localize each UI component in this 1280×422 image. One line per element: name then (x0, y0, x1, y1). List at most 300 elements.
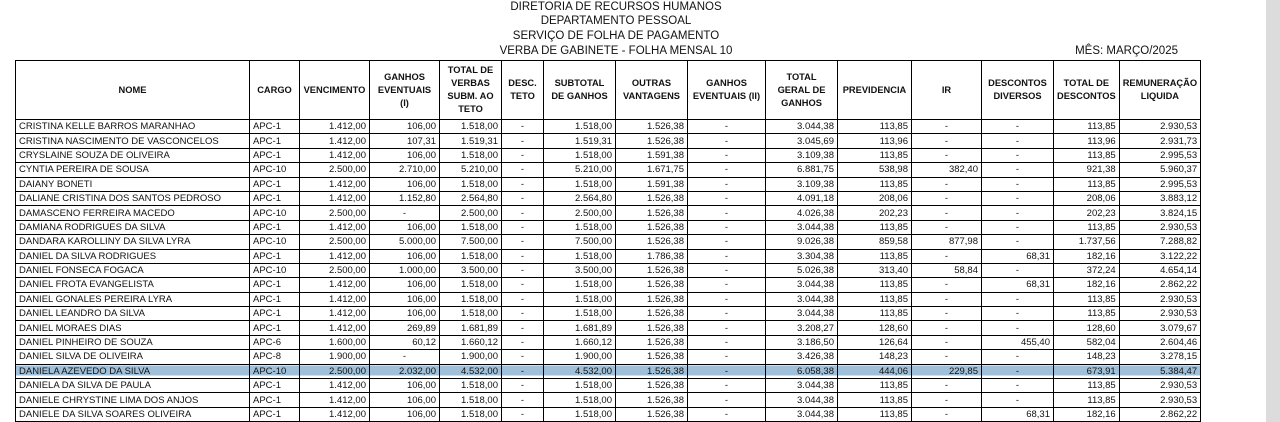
value-cell: 1.526,38 (616, 134, 688, 148)
value-cell: 1.526,38 (616, 379, 688, 393)
cargo-cell: APC-10 (250, 263, 300, 277)
value-cell: 3.044,38 (766, 307, 838, 321)
value-cell: 1.412,00 (300, 134, 370, 148)
value-cell: - (502, 235, 544, 249)
value-cell: - (688, 379, 766, 393)
value-cell: - (912, 134, 982, 148)
value-cell: 4.532,00 (544, 364, 616, 378)
cargo-cell: APC-1 (250, 177, 300, 191)
value-cell: 229,85 (912, 364, 982, 378)
value-cell: 113,85 (838, 379, 912, 393)
value-cell: - (982, 148, 1054, 162)
value-cell: - (502, 249, 544, 263)
cargo-cell: APC-1 (250, 249, 300, 263)
value-cell: - (688, 393, 766, 407)
value-cell: - (912, 177, 982, 191)
value-cell: 2.500,00 (544, 206, 616, 220)
value-cell: 113,85 (838, 120, 912, 134)
value-cell: 1.518,00 (440, 292, 502, 306)
table-row (16, 148, 1201, 162)
value-cell: - (688, 134, 766, 148)
value-cell: - (912, 335, 982, 349)
value-cell: 1.518,00 (544, 278, 616, 292)
value-cell: 2.500,00 (300, 163, 370, 177)
value-cell: 1.518,00 (440, 220, 502, 234)
cargo-cell: APC-1 (250, 307, 300, 321)
value-cell: 3.044,38 (766, 292, 838, 306)
value-cell: - (502, 191, 544, 205)
value-cell: - (688, 335, 766, 349)
value-cell: - (912, 249, 982, 263)
column-header: TOTAL DE DESCONTOS (1054, 61, 1120, 120)
value-cell: 1.518,00 (544, 307, 616, 321)
value-cell: 1.518,00 (544, 249, 616, 263)
value-cell: - (912, 191, 982, 205)
table-row (16, 407, 1201, 421)
value-cell: 2.500,00 (300, 235, 370, 249)
value-cell: 208,06 (838, 191, 912, 205)
value-cell: 113,85 (1054, 379, 1120, 393)
value-cell: 2.564,80 (544, 191, 616, 205)
value-cell: 2.564,80 (440, 191, 502, 205)
value-cell: 1.660,12 (440, 335, 502, 349)
value-cell: 3.824,15 (1119, 206, 1200, 220)
value-cell: 113,85 (838, 307, 912, 321)
cargo-cell: APC-1 (250, 134, 300, 148)
table-row (16, 120, 1201, 134)
cargo-cell: APC-10 (250, 163, 300, 177)
value-cell: 4.026,38 (766, 206, 838, 220)
value-cell: 1.591,38 (616, 148, 688, 162)
cargo-cell: APC-1 (250, 379, 300, 393)
value-cell: - (502, 220, 544, 234)
value-cell: 1.526,38 (616, 292, 688, 306)
employee-name-cell: DANIEL MORAES DIAS (16, 321, 250, 335)
value-cell: 126,64 (838, 335, 912, 349)
value-cell: - (912, 278, 982, 292)
value-cell: - (502, 163, 544, 177)
value-cell: 1.900,00 (544, 350, 616, 364)
value-cell: - (688, 263, 766, 277)
value-cell: 2.995,53 (1119, 177, 1200, 191)
column-header: VENCIMENTO (300, 61, 370, 120)
cargo-cell: APC-10 (250, 206, 300, 220)
value-cell: 1.518,00 (544, 407, 616, 421)
value-cell: 1.000,00 (370, 263, 440, 277)
value-cell: 5.384,47 (1119, 364, 1200, 378)
value-cell: 1.526,38 (616, 407, 688, 421)
value-cell: 106,00 (370, 177, 440, 191)
value-cell: 444,06 (838, 364, 912, 378)
value-cell: 106,00 (370, 278, 440, 292)
value-cell: 68,31 (982, 407, 1054, 421)
column-header: GANHOS EVENTUAIS (II) (688, 61, 766, 120)
value-cell: 1.518,00 (440, 278, 502, 292)
value-cell: - (688, 177, 766, 191)
value-cell: 3.500,00 (440, 263, 502, 277)
value-cell: - (912, 120, 982, 134)
value-cell: 1.526,38 (616, 321, 688, 335)
value-cell: 208,06 (1054, 191, 1120, 205)
value-cell: - (502, 379, 544, 393)
value-cell: 106,00 (370, 292, 440, 306)
value-cell: 3.122,22 (1119, 249, 1200, 263)
employee-name-cell: DANIEL FONSECA FOGACA (16, 263, 250, 277)
value-cell: - (982, 321, 1054, 335)
value-cell: 1.412,00 (300, 321, 370, 335)
value-cell: 1.660,12 (544, 335, 616, 349)
value-cell: 1.900,00 (300, 350, 370, 364)
employee-name-cell: DANIEL GONALES PEREIRA LYRA (16, 292, 250, 306)
value-cell: 2.931,73 (1119, 134, 1200, 148)
value-cell: - (912, 307, 982, 321)
table-row (16, 235, 1201, 249)
value-cell: 1.518,00 (544, 292, 616, 306)
header-line-4: VERBA DE GABINETE - FOLHA MENSAL 10 (499, 45, 733, 57)
value-cell: 113,85 (838, 177, 912, 191)
value-cell: 3.044,38 (766, 220, 838, 234)
value-cell: 113,85 (1054, 177, 1120, 191)
table-body (16, 120, 1201, 422)
table-row (16, 163, 1201, 177)
value-cell: 1.412,00 (300, 307, 370, 321)
value-cell: 313,40 (838, 263, 912, 277)
table-row (16, 321, 1201, 335)
column-header: CARGO (250, 61, 300, 120)
employee-name-cell: DANIELE DA SILVA SOARES OLIVEIRA (16, 407, 250, 421)
value-cell: 106,00 (370, 307, 440, 321)
value-cell: 113,85 (838, 220, 912, 234)
cargo-cell: APC-1 (250, 321, 300, 335)
value-cell: 3.186,50 (766, 335, 838, 349)
cargo-cell: APC-1 (250, 278, 300, 292)
value-cell: - (370, 350, 440, 364)
value-cell: 1.518,00 (440, 148, 502, 162)
value-cell: 2.500,00 (300, 206, 370, 220)
value-cell: - (370, 206, 440, 220)
value-cell: - (982, 350, 1054, 364)
value-cell: 2.930,53 (1119, 379, 1200, 393)
value-cell: 1.519,31 (544, 134, 616, 148)
value-cell: 2.995,53 (1119, 148, 1200, 162)
table-row (16, 249, 1201, 263)
value-cell: 3.044,38 (766, 379, 838, 393)
employee-name-cell: DANIEL SILVA DE OLIVEIRA (16, 350, 250, 364)
value-cell: 1.526,38 (616, 191, 688, 205)
value-cell: 182,16 (1054, 278, 1120, 292)
value-cell: 2.500,00 (440, 206, 502, 220)
table-row (16, 335, 1201, 349)
value-cell: - (688, 364, 766, 378)
employee-name-cell: CYNTIA PEREIRA DE SOUSA (16, 163, 250, 177)
employee-name-cell: CRISTINA NASCIMENTO DE VASCONCELOS (16, 134, 250, 148)
value-cell: - (982, 263, 1054, 277)
table-row (16, 379, 1201, 393)
cargo-cell: APC-1 (250, 393, 300, 407)
value-cell: 128,60 (1054, 321, 1120, 335)
value-cell: 1.412,00 (300, 120, 370, 134)
value-cell: - (688, 191, 766, 205)
value-cell: - (982, 206, 1054, 220)
table-row (16, 278, 1201, 292)
table-header-row (16, 61, 1201, 120)
table-row (16, 307, 1201, 321)
viewer-edge (1266, 0, 1280, 422)
value-cell: - (502, 120, 544, 134)
cargo-cell: APC-10 (250, 364, 300, 378)
table-row (16, 206, 1201, 220)
value-cell: - (502, 350, 544, 364)
cargo-cell: APC-1 (250, 292, 300, 306)
value-cell: 113,85 (838, 148, 912, 162)
value-cell: 106,00 (370, 249, 440, 263)
value-cell: 2.862,22 (1119, 407, 1200, 421)
column-header: DESC. TETO (502, 61, 544, 120)
header-line-3: SERVIÇO DE FOLHA DE PAGAMENTO (512, 30, 720, 42)
value-cell: 673,91 (1054, 364, 1120, 378)
value-cell: 1.526,38 (616, 235, 688, 249)
value-cell: 1.152,80 (370, 191, 440, 205)
value-cell: 128,60 (838, 321, 912, 335)
value-cell: 106,00 (370, 379, 440, 393)
value-cell: 7.500,00 (440, 235, 502, 249)
value-cell: 3.045,69 (766, 134, 838, 148)
value-cell: 113,85 (838, 249, 912, 263)
value-cell: - (502, 364, 544, 378)
value-cell: 1.412,00 (300, 379, 370, 393)
value-cell: - (912, 206, 982, 220)
employee-name-cell: DANIEL LEANDRO DA SILVA (16, 307, 250, 321)
value-cell: 3.044,38 (766, 120, 838, 134)
cargo-cell: APC-1 (250, 220, 300, 234)
value-cell: 113,85 (1054, 393, 1120, 407)
value-cell: 113,85 (1054, 307, 1120, 321)
column-header: PREVIDENCIA (838, 61, 912, 120)
value-cell: - (502, 278, 544, 292)
value-cell: - (688, 307, 766, 321)
value-cell: - (912, 350, 982, 364)
value-cell: 1.518,00 (544, 148, 616, 162)
value-cell: - (688, 249, 766, 263)
employee-name-cell: DALIANE CRISTINA DOS SANTOS PEDROSO (16, 191, 250, 205)
employee-name-cell: DANIEL PINHEIRO DE SOUZA (16, 335, 250, 349)
value-cell: 1.591,38 (616, 177, 688, 191)
value-cell: 3.883,12 (1119, 191, 1200, 205)
column-header: GANHOS EVENTUAIS (I) (370, 61, 440, 120)
table-row (16, 292, 1201, 306)
table-row (16, 393, 1201, 407)
value-cell: 1.518,00 (544, 393, 616, 407)
employee-name-cell: CRISTINA KELLE BARROS MARANHAO (16, 120, 250, 134)
value-cell: 1.671,75 (616, 163, 688, 177)
value-cell: - (688, 120, 766, 134)
value-cell: 1.526,38 (616, 206, 688, 220)
value-cell: 113,85 (838, 292, 912, 306)
value-cell: 3.278,15 (1119, 350, 1200, 364)
value-cell: - (688, 220, 766, 234)
value-cell: - (502, 263, 544, 277)
value-cell: - (502, 292, 544, 306)
table-row (16, 364, 1201, 378)
value-cell: 68,31 (982, 278, 1054, 292)
value-cell: 2.032,00 (370, 364, 440, 378)
value-cell: 113,85 (1054, 120, 1120, 134)
value-cell: 148,23 (1054, 350, 1120, 364)
column-header: NOME (16, 61, 250, 120)
value-cell: 1.412,00 (300, 148, 370, 162)
value-cell: 1.786,38 (616, 249, 688, 263)
value-cell: 2.500,00 (300, 364, 370, 378)
value-cell: 4.654,14 (1119, 263, 1200, 277)
value-cell: 3.304,38 (766, 249, 838, 263)
value-cell: 921,38 (1054, 163, 1120, 177)
value-cell: 5.000,00 (370, 235, 440, 249)
value-cell: 202,23 (838, 206, 912, 220)
value-cell: - (502, 407, 544, 421)
column-header: OUTRAS VANTAGENS (616, 61, 688, 120)
value-cell: 1.412,00 (300, 177, 370, 191)
value-cell: - (688, 407, 766, 421)
value-cell: - (982, 393, 1054, 407)
table-row (16, 220, 1201, 234)
value-cell: - (982, 191, 1054, 205)
value-cell: - (982, 307, 1054, 321)
value-cell: 1.518,00 (440, 177, 502, 191)
value-cell: 60,12 (370, 335, 440, 349)
value-cell: 4.091,18 (766, 191, 838, 205)
value-cell: 148,23 (838, 350, 912, 364)
employee-name-cell: DAMIANA RODRIGUES DA SILVA (16, 220, 250, 234)
value-cell: - (502, 307, 544, 321)
value-cell: 2.930,53 (1119, 120, 1200, 134)
value-cell: - (502, 177, 544, 191)
column-header: TOTAL GERAL DE GANHOS (766, 61, 838, 120)
employee-name-cell: DANIELA DA SILVA DE PAULA (16, 379, 250, 393)
value-cell: 9.026,38 (766, 235, 838, 249)
value-cell: 1.412,00 (300, 278, 370, 292)
value-cell: 182,16 (1054, 407, 1120, 421)
value-cell: 106,00 (370, 120, 440, 134)
value-cell: - (688, 292, 766, 306)
header-line-2: DEPARTAMENTO PESSOAL (540, 15, 692, 27)
value-cell: - (982, 120, 1054, 134)
value-cell: 113,85 (838, 393, 912, 407)
value-cell: - (688, 163, 766, 177)
value-cell: - (912, 220, 982, 234)
value-cell: 1.526,38 (616, 393, 688, 407)
employee-name-cell: DANDARA KAROLLINY DA SILVA LYRA (16, 235, 250, 249)
value-cell: 1.526,38 (616, 263, 688, 277)
value-cell: - (688, 235, 766, 249)
value-cell: 1.526,38 (616, 220, 688, 234)
value-cell: 877,98 (912, 235, 982, 249)
value-cell: 113,85 (1054, 220, 1120, 234)
value-cell: - (502, 134, 544, 148)
value-cell: - (982, 364, 1054, 378)
value-cell: 3.044,38 (766, 407, 838, 421)
value-cell: 5.210,00 (440, 163, 502, 177)
value-cell: 1.518,00 (440, 407, 502, 421)
value-cell: 1.526,38 (616, 335, 688, 349)
employee-name-cell: DAMASCENO FERREIRA MACEDO (16, 206, 250, 220)
value-cell: 3.109,38 (766, 148, 838, 162)
value-cell: 68,31 (982, 249, 1054, 263)
value-cell: - (912, 321, 982, 335)
value-cell: - (912, 407, 982, 421)
value-cell: - (502, 393, 544, 407)
value-cell: 1.681,89 (440, 321, 502, 335)
value-cell: - (688, 350, 766, 364)
value-cell: 4.532,00 (440, 364, 502, 378)
cargo-cell: APC-6 (250, 335, 300, 349)
value-cell: 113,85 (1054, 148, 1120, 162)
value-cell: 5.026,38 (766, 263, 838, 277)
value-cell: - (502, 335, 544, 349)
value-cell: 455,40 (982, 335, 1054, 349)
value-cell: 7.288,82 (1119, 235, 1200, 249)
value-cell: 113,96 (838, 134, 912, 148)
value-cell: 3.109,38 (766, 177, 838, 191)
value-cell: 106,00 (370, 393, 440, 407)
value-cell: 2.930,53 (1119, 393, 1200, 407)
value-cell: 859,58 (838, 235, 912, 249)
value-cell: 113,85 (838, 407, 912, 421)
value-cell: 1.518,00 (544, 177, 616, 191)
value-cell: 1.412,00 (300, 292, 370, 306)
employee-name-cell: DANIEL FROTA EVANGELISTA (16, 278, 250, 292)
value-cell: 1.526,38 (616, 278, 688, 292)
value-cell: 1.681,89 (544, 321, 616, 335)
value-cell: 3.500,00 (544, 263, 616, 277)
value-cell: 7.500,00 (544, 235, 616, 249)
value-cell: - (982, 163, 1054, 177)
value-cell: - (688, 321, 766, 335)
value-cell: 372,24 (1054, 263, 1120, 277)
value-cell: - (982, 177, 1054, 191)
value-cell: 1.518,00 (544, 220, 616, 234)
value-cell: - (688, 148, 766, 162)
value-cell: - (912, 148, 982, 162)
value-cell: 1.518,00 (440, 249, 502, 263)
column-header: SUBTOTAL DE GANHOS (544, 61, 616, 120)
employee-name-cell: DAIANY BONETI (16, 177, 250, 191)
value-cell: 3.044,38 (766, 278, 838, 292)
value-cell: 1.412,00 (300, 249, 370, 263)
cargo-cell: APC-1 (250, 120, 300, 134)
table-row (16, 350, 1201, 364)
value-cell: - (982, 292, 1054, 306)
value-cell: 2.862,22 (1119, 278, 1200, 292)
value-cell: 1.519,31 (440, 134, 502, 148)
value-cell: 1.518,00 (544, 120, 616, 134)
value-cell: - (502, 321, 544, 335)
column-header: IR (912, 61, 982, 120)
value-cell: 1.412,00 (300, 393, 370, 407)
table-row (16, 191, 1201, 205)
value-cell: 1.900,00 (440, 350, 502, 364)
value-cell: - (502, 206, 544, 220)
value-cell: - (982, 134, 1054, 148)
table-row (16, 177, 1201, 191)
month-label: MÊS: MARÇO/2025 (1075, 45, 1178, 57)
value-cell: 2.604,46 (1119, 335, 1200, 349)
value-cell: 1.526,38 (616, 350, 688, 364)
value-cell: - (912, 379, 982, 393)
value-cell: 269,89 (370, 321, 440, 335)
value-cell: 1.518,00 (440, 379, 502, 393)
value-cell: - (982, 220, 1054, 234)
value-cell: 382,40 (912, 163, 982, 177)
